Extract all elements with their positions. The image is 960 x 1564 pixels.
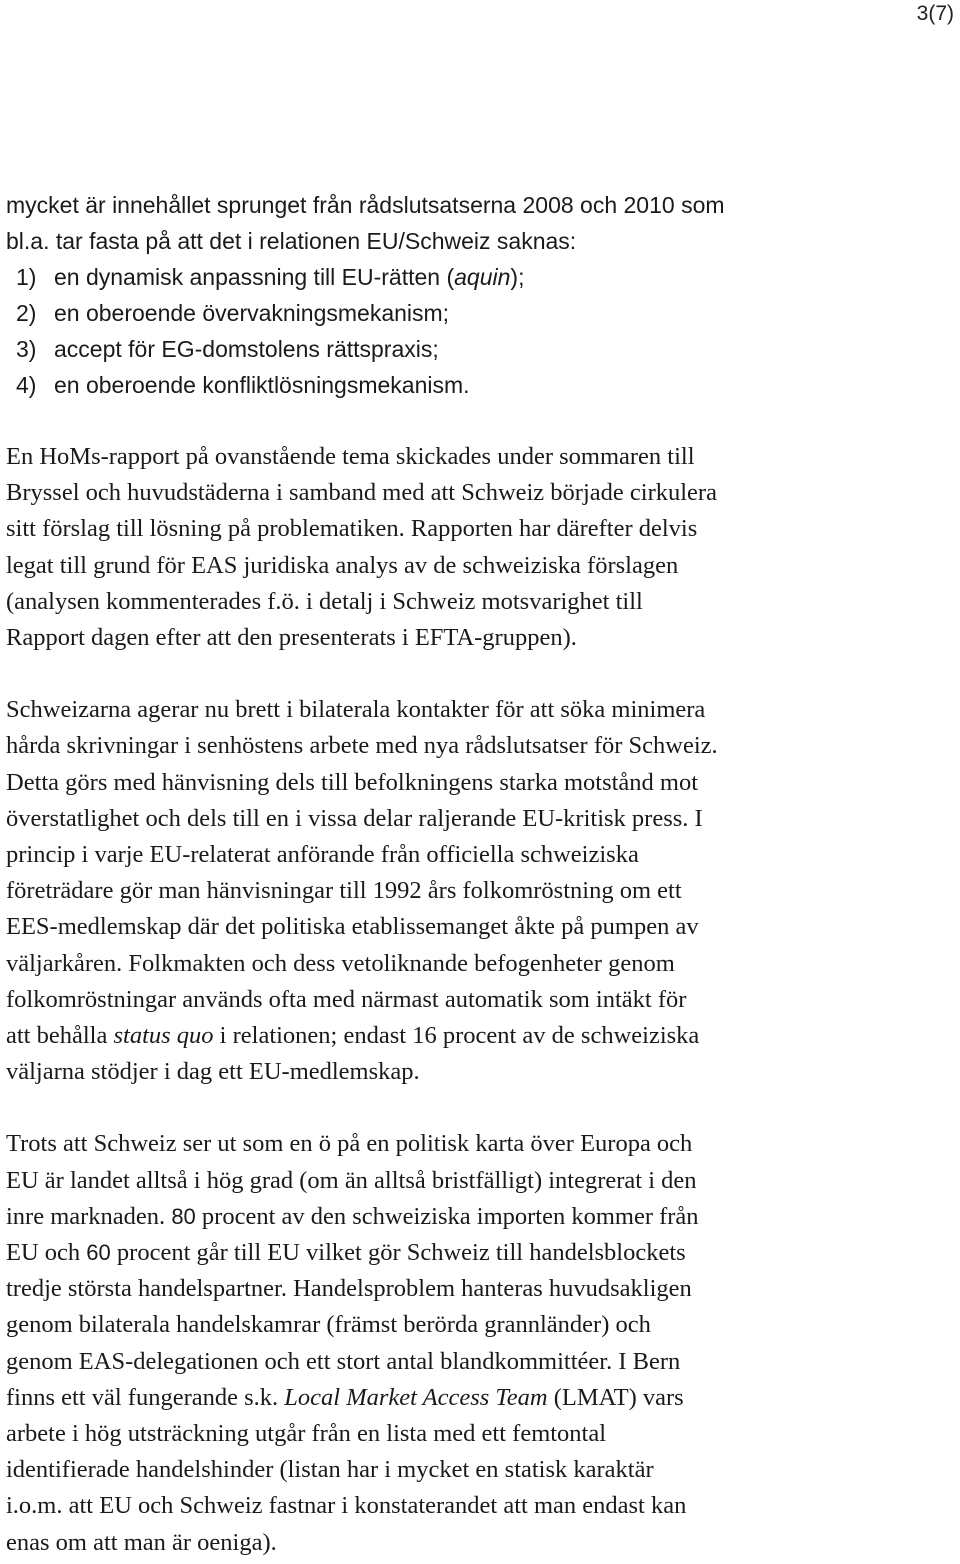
text-line: väljarkåren. Folkmakten och dess vetoliknande befogenheter genom bbox=[6, 949, 675, 977]
list-text-italic: aquin bbox=[454, 264, 511, 290]
text-line: sitt förslag till lösning på problematiken. Rapporten har därefter delvis bbox=[6, 515, 698, 543]
text-segment-number: 60 bbox=[86, 1240, 111, 1266]
text-segment-number: 80 bbox=[171, 1203, 196, 1229]
text-line: väljarna stödjer i dag ett EU-medlemskap. bbox=[6, 1058, 420, 1086]
text-segment: procent av den schweiziska importen kommer från bbox=[195, 1202, 699, 1230]
text-line: Rapport dagen efter att den presenterats i EFTA-gruppen). bbox=[6, 624, 577, 652]
text-line: överstatlighet och dels till en i vissa delar raljerande EU-kritisk press. I bbox=[6, 804, 703, 832]
text-line: mycket är innehållet sprunget från rådslutsatserna 2008 och 2010 som bbox=[6, 192, 725, 218]
deficiency-list bbox=[6, 259, 954, 403]
text-segment: att behålla bbox=[6, 1022, 114, 1050]
list-item bbox=[16, 259, 954, 295]
list-item bbox=[16, 367, 954, 403]
list-number: 2) bbox=[16, 300, 37, 326]
list-text: en oberoende konfliktlösningsmekanism. bbox=[54, 372, 470, 398]
text-line: hårda skrivningar i senhöstens arbete med nya rådslutsatser för Schweiz. bbox=[6, 732, 718, 760]
list-number: 4) bbox=[16, 372, 37, 398]
paragraph-homs-report bbox=[6, 439, 954, 656]
text-line: Schweizarna agerar nu brett i bilaterala kontakter för att söka minimera bbox=[6, 696, 706, 724]
text-line: genom EAS-delegationen och ett stort antal blandkommittéer. I Bern bbox=[6, 1347, 681, 1375]
text-line: princip i varje EU-relaterat anförande från officiella schweiziska bbox=[6, 841, 639, 869]
list-item bbox=[16, 331, 954, 367]
text-segment: EU och bbox=[6, 1239, 87, 1267]
text-segment-italic: Local Market Access Team bbox=[284, 1383, 548, 1411]
text-line: företrädare gör man hänvisningar till 1992 års folkomröstning om ett bbox=[6, 877, 682, 905]
text-line: i.o.m. att EU och Schweiz fastnar i konstaterandet att man endast kan bbox=[6, 1492, 687, 1520]
text-line: identifierade handelshinder (listan har i mycket en statisk karaktär bbox=[6, 1456, 654, 1484]
text-line: genom bilaterala handelskamrar (främst berörda grannländer) och bbox=[6, 1311, 651, 1339]
list-text: accept för EG-domstolens rättspraxis; bbox=[54, 336, 439, 362]
text-segment: (LMAT) vars bbox=[547, 1383, 684, 1411]
text-line: bl.a. tar fasta på att det i relationen EU/Schweiz saknas: bbox=[6, 228, 577, 254]
paragraph-swiss-lobbying bbox=[6, 692, 954, 1090]
list-item bbox=[16, 295, 954, 331]
list-number: 3) bbox=[16, 336, 37, 362]
text-line bbox=[6, 1380, 954, 1416]
text-line: En HoMs-rapport på ovanstående tema skickades under sommaren till bbox=[6, 443, 695, 470]
text-line: folkomröstningar används ofta med närmast automatik som intäkt för bbox=[6, 985, 687, 1013]
list-number: 1) bbox=[16, 264, 37, 290]
text-line: EES-medlemskap där det politiska etablissemanget åkte på pumpen av bbox=[6, 913, 699, 941]
text-line: Trots att Schweiz ser ut som en ö på en politisk karta över Europa och bbox=[6, 1130, 693, 1158]
text-segment: procent går till EU vilket gör Schweiz till handelsblockets bbox=[110, 1239, 686, 1267]
list-text: en oberoende övervakningsmekanism; bbox=[54, 300, 450, 326]
text-line: legat till grund för EAS juridiska analys av de schweiziska förslagen bbox=[6, 551, 679, 579]
text-segment: finns ett väl fungerande s.k. bbox=[6, 1383, 285, 1411]
page-number: 3(7) bbox=[916, 2, 954, 25]
text-segment: i relationen; endast 16 procent av de schweiziska bbox=[213, 1022, 700, 1050]
list-text: ); bbox=[510, 264, 525, 290]
text-line bbox=[6, 1018, 954, 1054]
text-line: tredje största handelspartner. Handelsproblem hanteras huvudsakligen bbox=[6, 1275, 692, 1303]
text-line: arbete i hög utsträckning utgår från en lista med ett femtontal bbox=[6, 1420, 607, 1448]
text-segment-italic: status quo bbox=[113, 1022, 214, 1050]
intro-paragraph bbox=[6, 187, 954, 259]
list-text: en dynamisk anpassning till EU-rätten ( bbox=[54, 264, 455, 290]
text-line: (analysen kommenterades f.ö. i detalj i Schweiz motsvarighet till bbox=[6, 587, 643, 615]
text-line bbox=[6, 1235, 954, 1271]
text-segment: inre marknaden. bbox=[6, 1202, 172, 1230]
text-line: Detta görs med hänvisning dels till befolkningens starka motstånd mot bbox=[6, 768, 699, 796]
text-line: Bryssel och huvudstäderna i samband med att Schweiz började cirkulera bbox=[6, 479, 717, 507]
text-line bbox=[6, 1199, 954, 1235]
paragraph-trade-integration bbox=[6, 1126, 954, 1560]
document-body bbox=[6, 187, 954, 1561]
text-line: enas om att man är oeniga). bbox=[6, 1528, 277, 1556]
text-line: EU är landet alltså i hög grad (om än alltså bristfälligt) integrerat i den bbox=[6, 1166, 697, 1194]
